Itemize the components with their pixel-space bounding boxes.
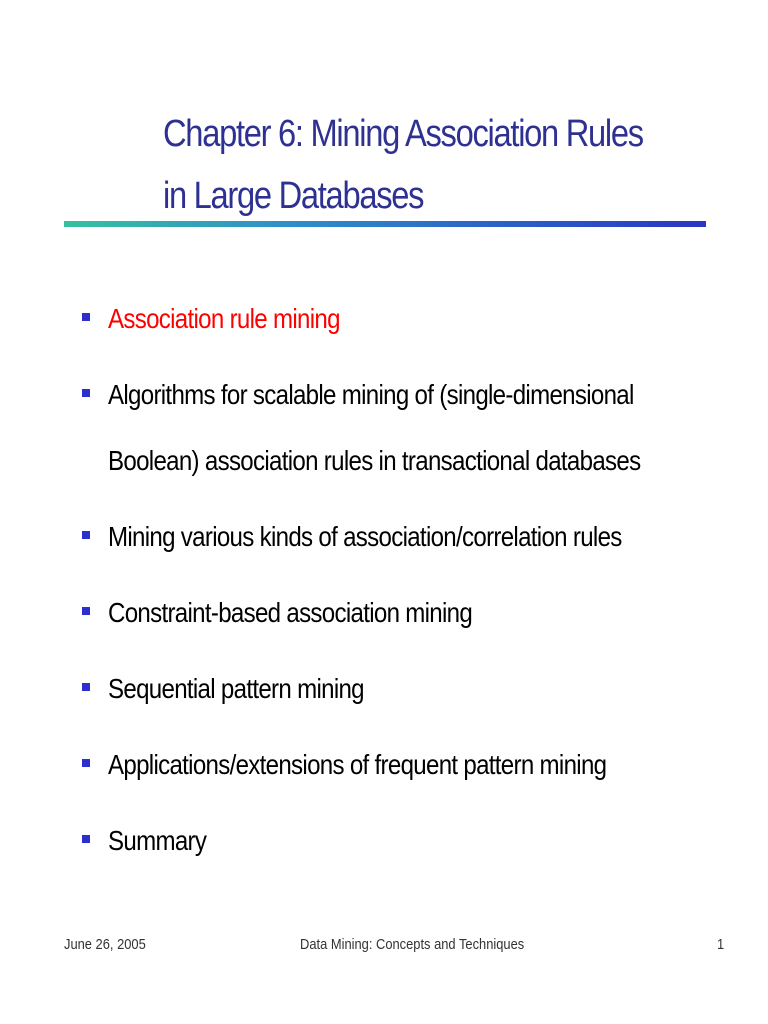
bullet-text: Applications/extensions of frequent pattern mining — [108, 749, 607, 780]
bullet-item-sequential-pattern — [80, 656, 740, 722]
bullet-text: Summary — [108, 825, 207, 856]
bullet-square-icon — [82, 607, 90, 615]
bullet-item-applications — [80, 732, 740, 798]
bullet-item-algorithms — [80, 362, 740, 494]
bullet-square-icon — [82, 389, 90, 397]
title-line-2: in Large Databases — [163, 175, 424, 217]
bullet-item-association-rule-mining — [80, 286, 740, 352]
bullet-item-constraint-based — [80, 580, 740, 646]
bullet-square-icon — [82, 759, 90, 767]
bullet-square-icon — [82, 531, 90, 539]
bullet-item-summary — [80, 808, 740, 874]
bullet-text: Sequential pattern mining — [108, 673, 364, 704]
bullet-text: Association rule mining — [108, 303, 340, 334]
footer-course-title: Data Mining: Concepts and Techniques — [300, 936, 525, 953]
bullet-text: Constraint-based association mining — [108, 597, 473, 628]
bullet-list — [80, 286, 740, 884]
bullet-square-icon — [82, 313, 90, 321]
title-divider — [64, 221, 706, 227]
bullet-text: Algorithms for scalable mining of (single-dimensional Boolean) association rules in transactional databases — [108, 379, 641, 476]
bullet-square-icon — [82, 835, 90, 843]
title-line-1: Chapter 6: Mining Association Rules — [163, 113, 643, 155]
bullet-square-icon — [82, 683, 90, 691]
footer-date: June 26, 2005 — [64, 936, 146, 953]
slide-title — [163, 103, 645, 227]
bullet-item-mining-various-kinds — [80, 504, 740, 570]
footer-page-number: 1 — [717, 936, 725, 953]
bullet-text: Mining various kinds of association/correlation rules — [108, 521, 622, 552]
